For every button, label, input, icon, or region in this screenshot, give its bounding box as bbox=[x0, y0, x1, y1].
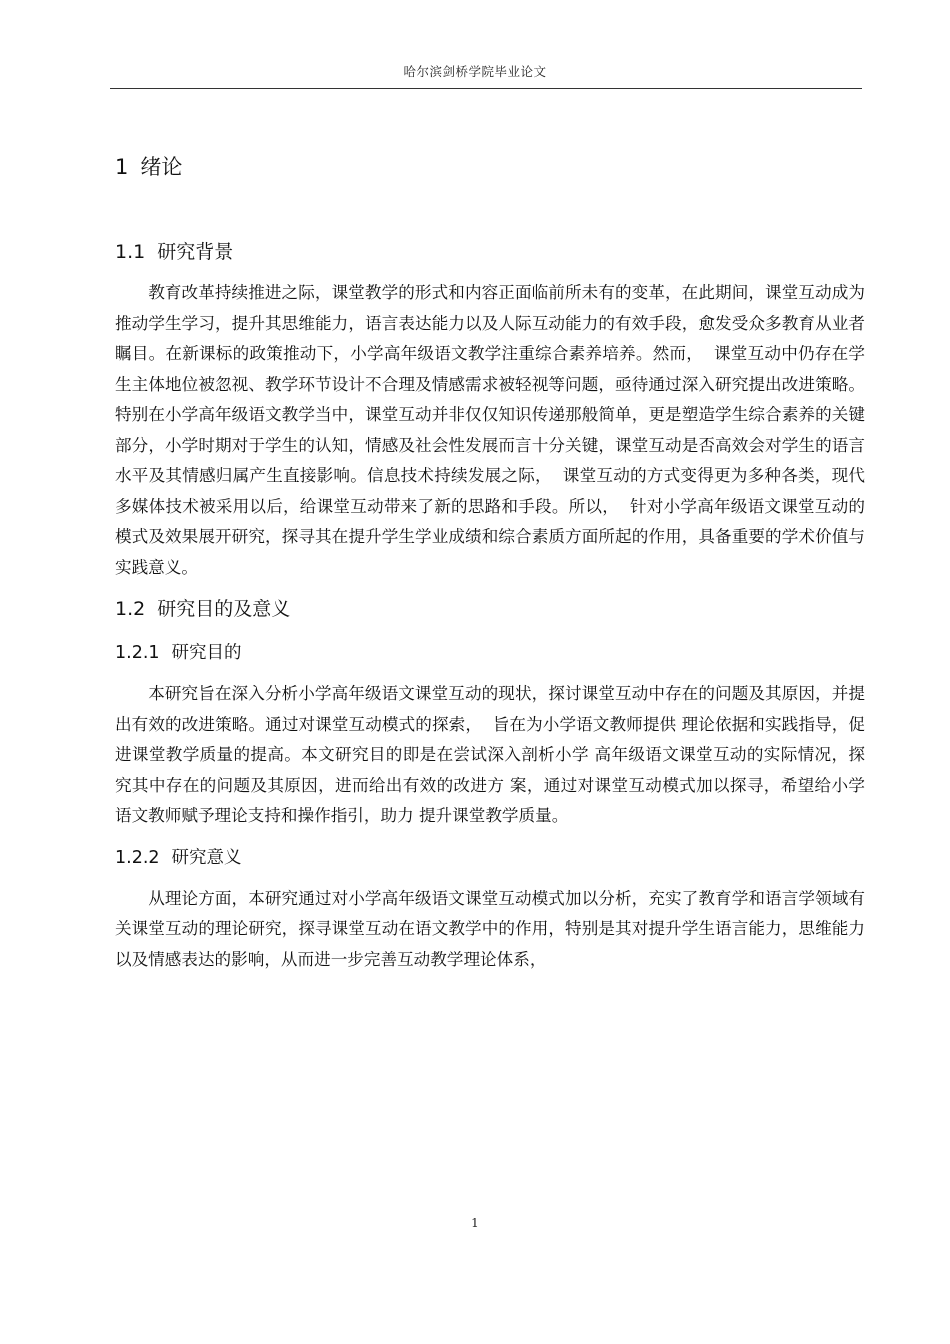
section-heading-1-1 bbox=[115, 232, 865, 272]
section-heading-1-2 bbox=[115, 589, 865, 629]
subsection-paragraph-significance: 从理论方面，本研究通过对小学高年级语文课堂互动模式加以分析，充实了教育学和语言学领域有关课堂互动的理论研究，探寻课堂互动在语文教学中的作用，特别是其对提升学生语言能力，思维能力以及情感表达的影响，从而进一步完善互动教学理论体系， bbox=[115, 888, 865, 969]
subsection-heading-1-2-2 bbox=[115, 838, 865, 878]
subsection-number: 1.2.1 bbox=[115, 643, 160, 663]
page-header-title: 哈尔滨剑桥学院毕业论文 bbox=[403, 64, 547, 79]
header-divider bbox=[110, 88, 862, 89]
chapter-number: 1 bbox=[115, 155, 129, 179]
section-title: 研究目的及意义 bbox=[157, 598, 291, 620]
page-number: 1 bbox=[471, 1216, 479, 1230]
chapter-heading bbox=[115, 145, 865, 190]
section-number: 1.2 bbox=[115, 598, 146, 620]
section-paragraph-background: 教育改革持续推进之际，课堂教学的形式和内容正面临前所未有的变革，在此期间，课堂互动成为推动学生学习，提升其思维能力，语言表达能力以及人际互动能力的有效手段，愈发受众多教育从业者瞩目。在新课标的政策推动下，小学高年级语文教学注重综合素养培养。然而， 课堂互动中仍存在学生主体地位被忽视、教学环节设计不合理及情感需求被轻视等问题，亟待通过深入研究提出改进策略。特别在小学高年级语文教学当中，课堂互动并非仅仅知识传递那般简单，更是塑造学生综合素养的关键部分，小学时期对于学生的认知，情感及社会性发展而言十分关键，课堂互动是否高效会对学生的语言水平及其情感归属产生直接影响。信息技术持续发展之际， 课堂互动的方式变得更为多种各类，现代多媒体技术被采用以后，给课堂互动带来了新的思路和手段。所以， 针对小学高年级语文课堂互动的模式及效果展开研究，探寻其在提升学生学业成绩和综合素质方面所起的作用，具备重要的学术价值与实践意义。 bbox=[115, 283, 865, 577]
section-title: 研究背景 bbox=[157, 241, 234, 263]
subsection-heading-1-2-1 bbox=[115, 633, 865, 673]
subsection-number: 1.2.2 bbox=[115, 847, 160, 868]
section-number: 1.1 bbox=[115, 241, 146, 263]
subsection-title: 研究意义 bbox=[171, 847, 242, 868]
subsection-title: 研究目的 bbox=[171, 643, 242, 663]
subsection-paragraph-purpose: 本研究旨在深入分析小学高年级语文课堂互动的现状，探讨课堂互动中存在的问题及其原因，并提出有效的改进策略。通过对课堂互动模式的探索， 旨在为小学语文教师提供 理论依据和实践指导，促进课堂教学质量的提高。本文研究目的即是在尝试深入剖析小学 高年级语文课堂互动的实际情况，探究其中存在的问题及其原因，进而给出有效的改进方 案，通过对课堂互动模式加以探寻，希望给小学语文教师赋予理论支持和操作指引，助力 提升课堂教学质量。 bbox=[115, 684, 865, 825]
document-body bbox=[115, 145, 865, 975]
chapter-title: 绪论 bbox=[140, 155, 183, 179]
